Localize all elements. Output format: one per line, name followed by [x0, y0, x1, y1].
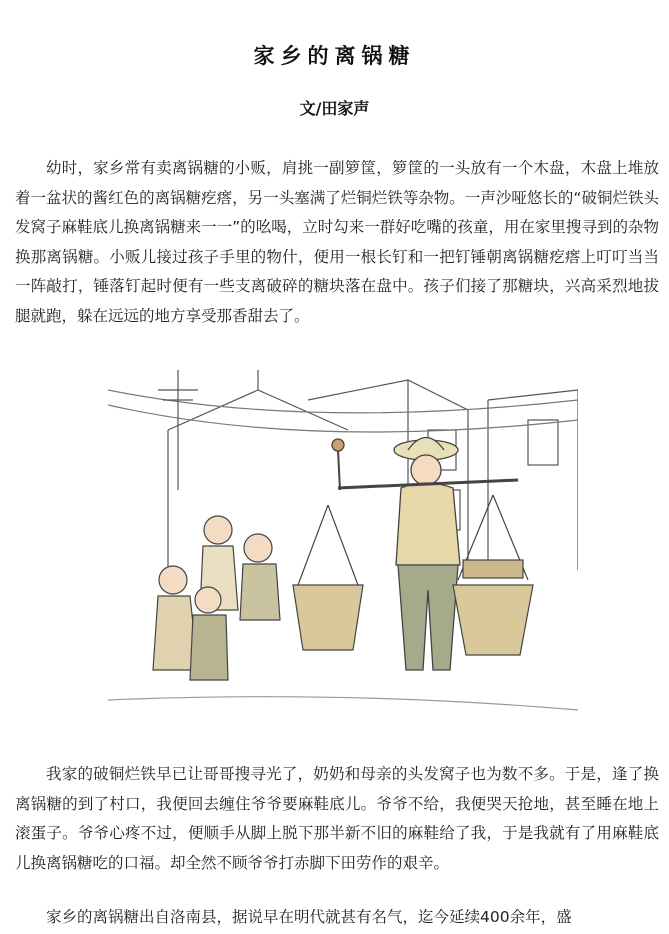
article-author: 文/田家声	[299, 99, 370, 118]
article-title: 家乡的离锅糖	[253, 44, 416, 68]
paragraph-1: 幼时，家乡常有卖离锅糖的小贩，肩挑一副箩筐，箩筐的一头放有一个木盘，木盘上堆放着一盆状的酱红色的离锅糖疙瘩，另一头塞满了烂铜烂铁等杂物。一声沙哑悠长的“破铜烂铁头发窝子麻鞋底儿换离锅糖来一一”的吆喝，立时勾来一群好吃嘴的孩童，用在家里搜寻到的杂物换那离锅糖。小贩儿接过孩子手里的物什，便用一根长钉和一把钉锤朝离锅糖疙瘩上叮叮当当一阵敲打，锤落钉起时便有一些支离破碎的糖块落在盘中。孩子们接了那糖块，兴高采烈地拔腿就跑，躲在远远的地方享受那香甜去了。	[15, 159, 659, 325]
paragraph-2: 我家的破铜烂铁早已让哥哥搜寻光了，奶奶和母亲的头发窝子也为数不多。于是，逢了换离锅糖的到了村口，我便回去缠住爷爷要麻鞋底儿。爷爷不给，我便哭天抢地，甚至睡在地上滚蛋子。爷爷心疼不过，便顺手从脚上脱下那半新不旧的麻鞋给了我，于是我就有了用麻鞋底儿换离锅糖吃的口福。却全然不顾爷爷打赤脚下田劳作的艰辛。	[15, 765, 659, 872]
candy-vendor-illustration	[108, 370, 578, 730]
paragraph-3: 家乡的离锅糖出自洛南县，据说早在明代就甚有名气，迄今延续400余年，盛	[46, 908, 572, 926]
